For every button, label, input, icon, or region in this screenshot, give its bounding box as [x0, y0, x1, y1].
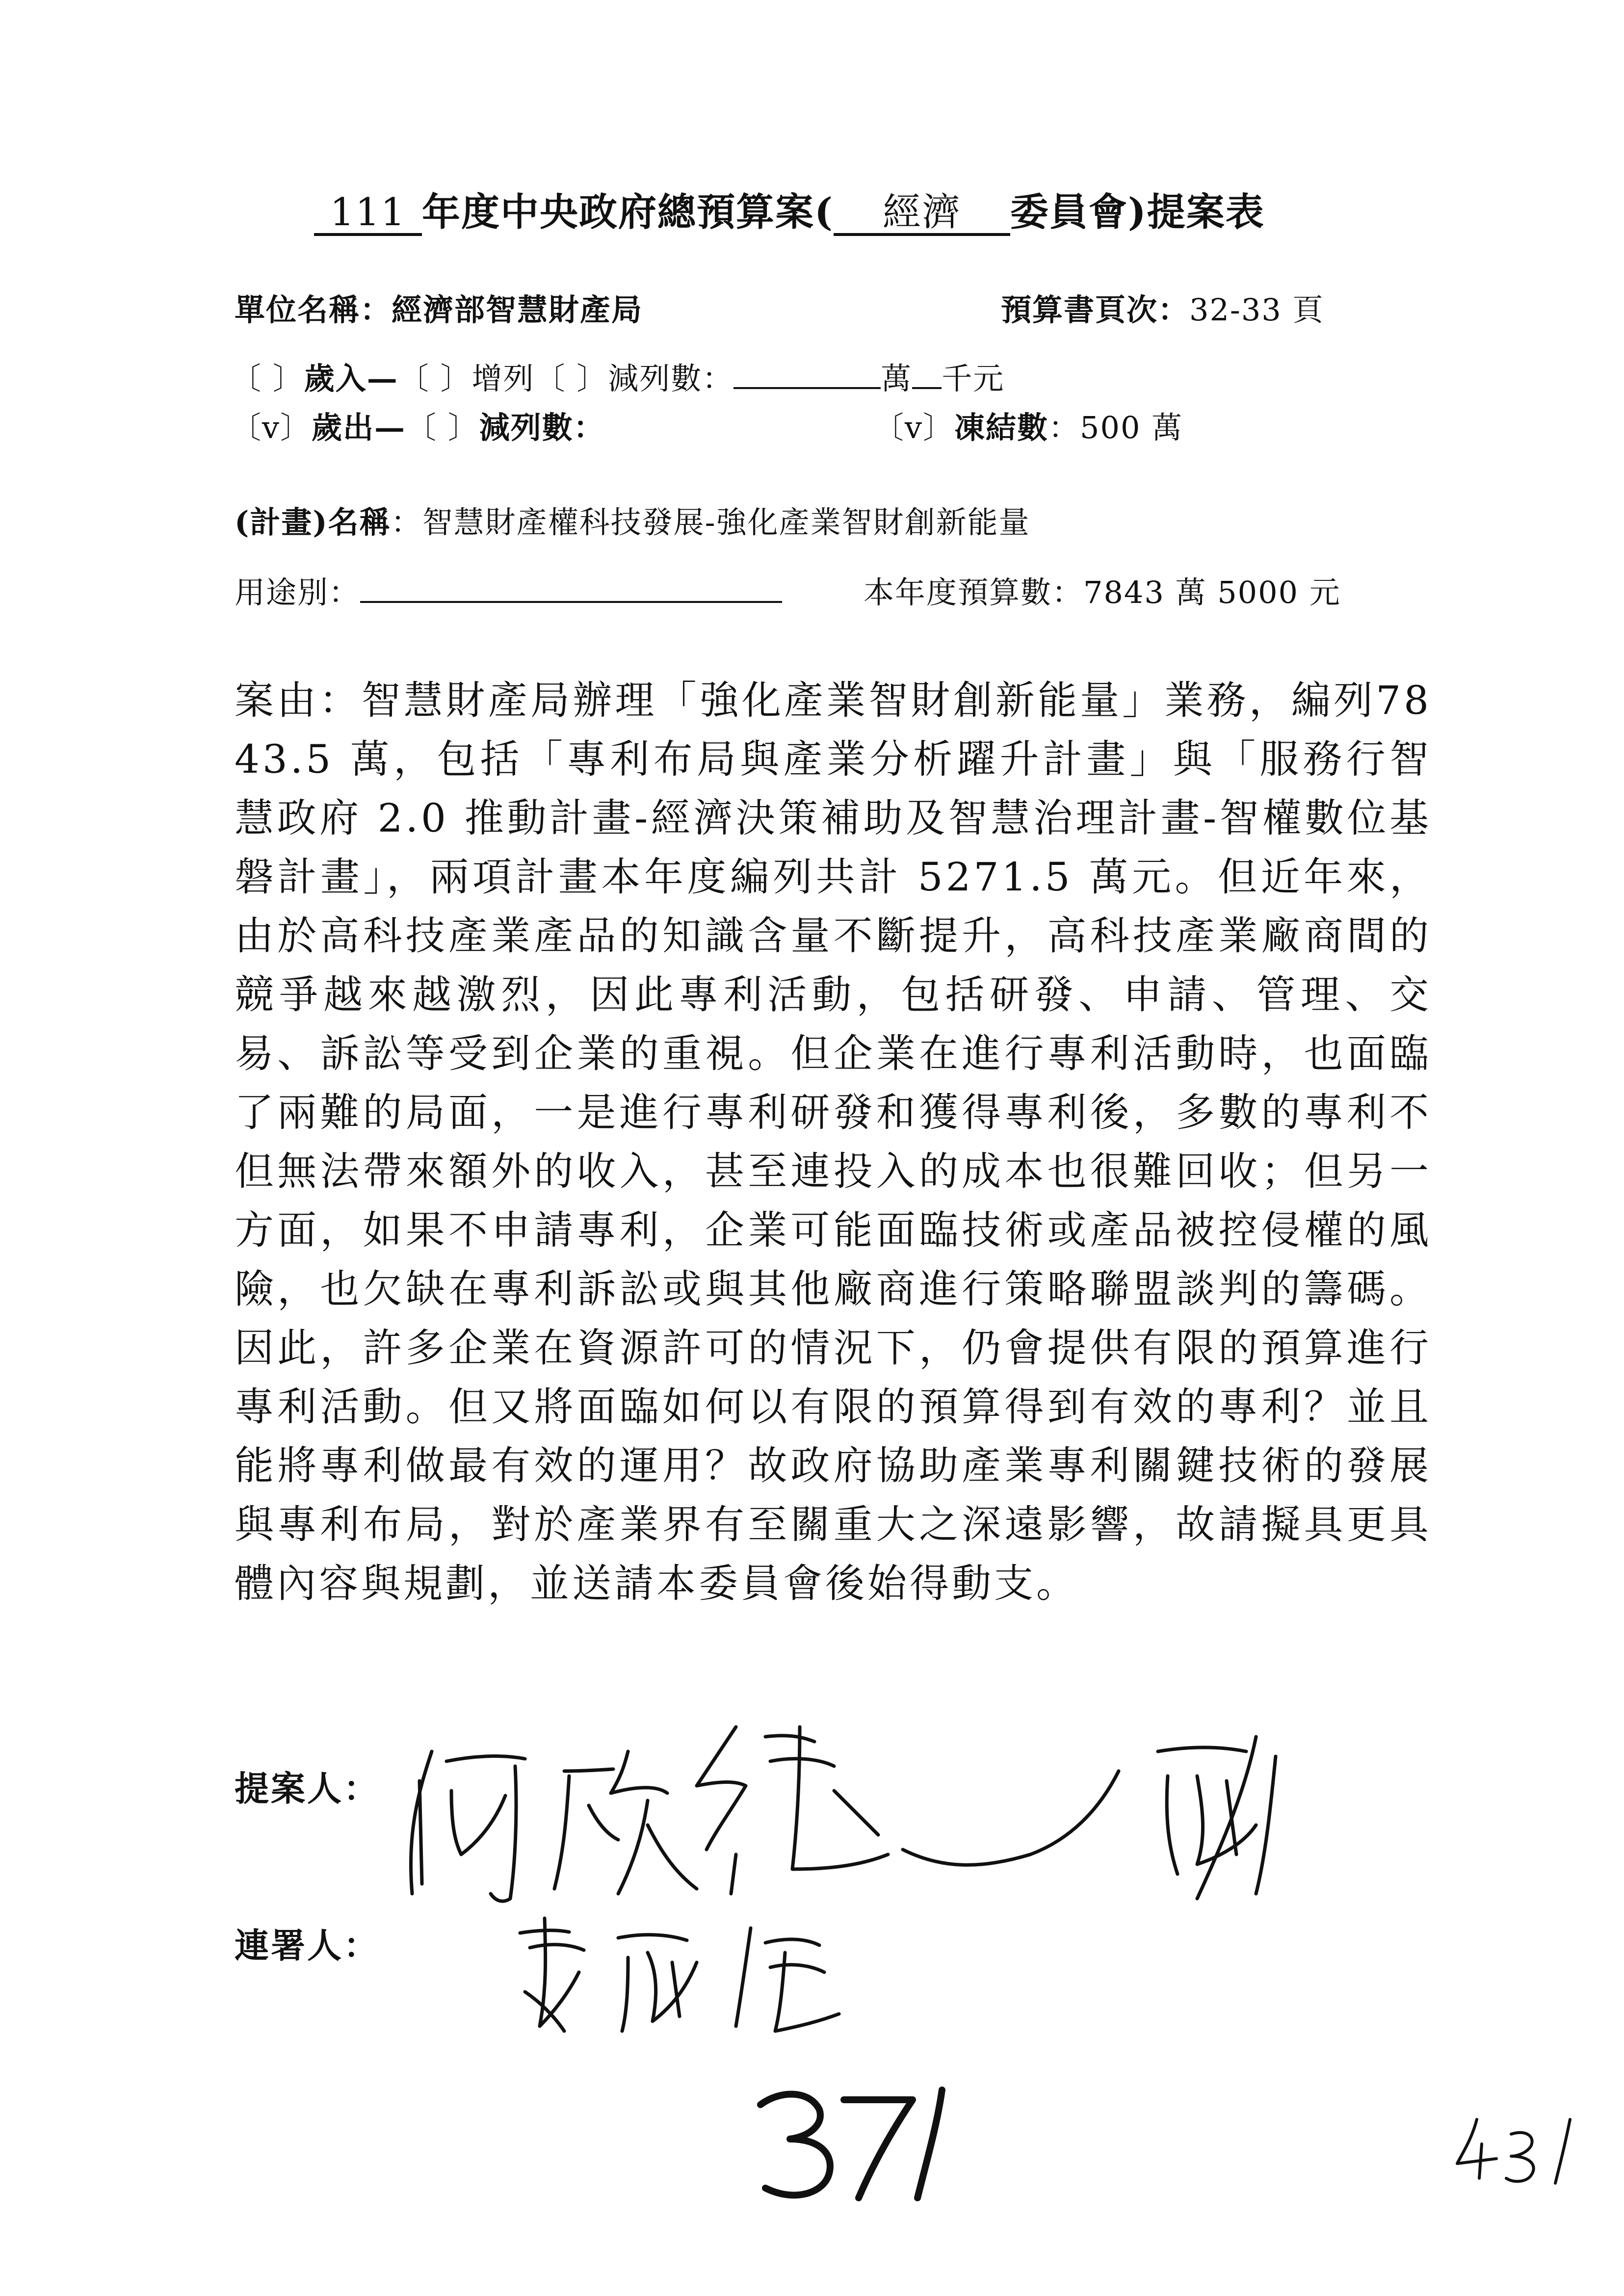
proposer-signature-image — [393, 1707, 1276, 1913]
unit-name-label: 單位名稱： — [235, 292, 392, 328]
expense-cut-label: 減列數： — [479, 410, 605, 445]
revenue-unit-thousand: 千元 — [942, 361, 1005, 396]
reason-paragraph: 案由：智慧財產局辦理「強化產業智財創新能量」業務，編列7843.5 萬，包括「專利布局與產業分析躍升計畫」與「服務行智慧政府 2.0 推動計畫-經濟決策補助及智慧治理計畫-智權數位基磐計畫」，兩項計畫本年度編列共計 5271.5 萬元。但近年來，由於高科技產業產品的知識含量不斷提升，高科技產業廠商間的競爭越來越激烈，因此專利活動，包括研發、申請、管理、交易、訴訟等受到企業的重視。但企業在進行專利活動時，也面臨了兩難的局面，一是進行專利研發和獲得專利後，多數的專利不但無法帶來額外的收入，甚至連投入的成本也很難回收；但另一方面，如果不申請專利，企業可能面臨技術或產品被控侵權的風險，也欠缺在專利訴訟或與其他廠商進行策略聯盟談判的籌碼。因此，許多企業在資源許可的情況下，仍會提供有限的預算進行專利活動。但又將面臨如何以有限的預算得到有效的專利？並且能將專利做最有效的運用？故政府協助產業專利關鍵技術的發展與專利布局，對於產業界有至關重大之深遠影響，故請擬具更具體內容與規劃，並送請本委員會後始得動支。 — [235, 678, 1432, 1606]
usage-blank[interactable] — [360, 576, 782, 603]
expense-label: 歲出— — [312, 410, 406, 445]
unit-name-row — [235, 286, 643, 329]
unit-name-value: 經濟部智慧財產局 — [392, 292, 643, 328]
freeze-value: ：500 萬 — [1048, 410, 1183, 445]
cosigner-signature-image — [510, 1904, 854, 2041]
expense-row — [231, 403, 605, 447]
revenue-label: 歲入— — [304, 361, 398, 396]
revenue-row — [231, 354, 1004, 398]
usage-label: 用途別： — [235, 574, 361, 610]
plan-name-label: (計畫)名稱 — [235, 504, 391, 540]
freeze-checkbox[interactable]: 〔v〕 — [873, 410, 955, 445]
plan-name-value: ：智慧財產權科技發展-強化產業智財創新能量 — [391, 504, 1030, 540]
freeze-label: 凍結數 — [954, 410, 1049, 445]
annual-budget-row — [864, 568, 1341, 612]
title-text-2: 委員會)提案表 — [1010, 190, 1265, 235]
cosigner-label: 連署人： — [235, 1925, 380, 1966]
budget-pages-label: 預算書頁次： — [1001, 292, 1190, 328]
revenue-cut-label: 減列數： — [608, 361, 734, 396]
expense-checkbox[interactable]: 〔v〕 — [231, 410, 312, 445]
freeze-row — [873, 403, 1183, 447]
budget-pages-row — [1001, 286, 1324, 329]
annual-budget-label: 本年度預算數： — [864, 574, 1084, 610]
budget-pages-value: 32-33 頁 — [1189, 292, 1324, 328]
revenue-checkbox[interactable]: 〔 〕 — [231, 361, 304, 396]
usage-row — [235, 568, 782, 612]
revenue-amount-blank[interactable] — [733, 363, 881, 389]
form-title — [314, 182, 1265, 236]
annual-budget-value: 7843 萬 5000 元 — [1083, 574, 1341, 610]
revenue-unit-wan: 萬 — [881, 361, 913, 396]
revenue-add-label: 增列 — [471, 361, 535, 396]
title-committee: 經濟 — [834, 193, 1010, 236]
expense-cut-checkbox[interactable]: 〔 〕 — [406, 410, 479, 445]
title-text-1: 年度中央政府總預算案( — [422, 190, 834, 235]
revenue-thousand-blank[interactable] — [912, 363, 942, 389]
proposer-label: 提案人： — [235, 1768, 380, 1809]
handwritten-page-number-main — [751, 2080, 957, 2208]
plan-name-row — [235, 498, 1030, 542]
title-year: 111 — [314, 193, 422, 236]
handwritten-page-number-corner — [1452, 2110, 1590, 2188]
revenue-add-checkbox[interactable]: 〔 〕 — [398, 361, 472, 396]
revenue-cut-checkbox[interactable]: 〔 〕 — [534, 361, 608, 396]
